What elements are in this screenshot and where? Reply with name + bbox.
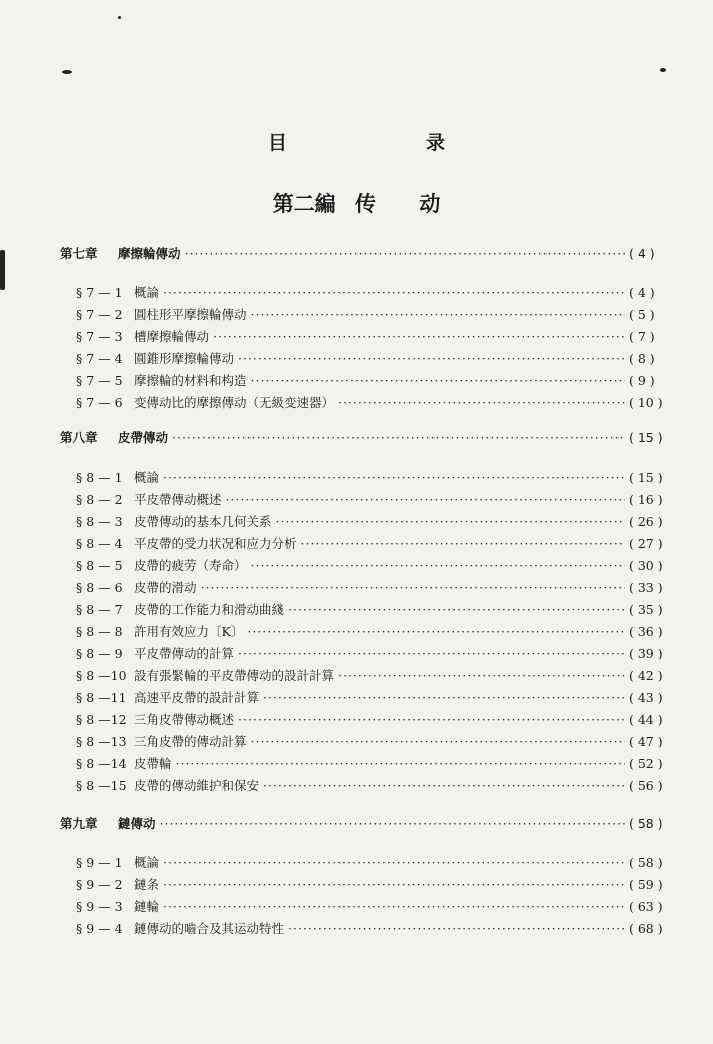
toc-section-entry bbox=[76, 371, 675, 389]
dot-leader bbox=[238, 351, 625, 366]
toc-section-entry bbox=[76, 349, 675, 367]
toc-section-entry bbox=[76, 754, 675, 772]
entry-page-number: ( 68 ) bbox=[629, 921, 663, 936]
toc-section-entry bbox=[76, 732, 675, 750]
dot-leader bbox=[247, 624, 625, 639]
entry-title: 三角皮帶傳动概述 bbox=[134, 712, 235, 727]
toc-chapter-entry bbox=[60, 814, 675, 832]
entry-title: 概論 bbox=[134, 470, 160, 485]
entry-title: 皮帶的傳动維护和保安 bbox=[134, 778, 260, 793]
entry-number: § 8 — 9 bbox=[76, 646, 123, 661]
dot-leader bbox=[163, 899, 625, 914]
entry-title: 圓錐形摩擦輪傳动 bbox=[134, 351, 235, 366]
dot-leader bbox=[238, 646, 625, 661]
toc-section-entry bbox=[76, 556, 675, 574]
entry-title: 皮帶的滑动 bbox=[134, 580, 197, 595]
entry-page-number: ( 33 ) bbox=[629, 580, 663, 595]
entry-page-number: ( 30 ) bbox=[629, 558, 663, 573]
toc-section-entry bbox=[76, 776, 675, 794]
entry-page-number: ( 16 ) bbox=[629, 492, 663, 507]
entry-title: 槽摩擦輪傳动 bbox=[134, 329, 210, 344]
entry-page-number: ( 10 ) bbox=[629, 395, 663, 410]
entry-page-number: ( 9 ) bbox=[629, 373, 655, 388]
dot-leader bbox=[213, 329, 625, 344]
entry-page-number: ( 5 ) bbox=[629, 307, 655, 322]
entry-page-number: ( 43 ) bbox=[629, 690, 663, 705]
entry-number: § 8 — 4 bbox=[76, 536, 123, 551]
entry-number: § 7 — 5 bbox=[76, 373, 123, 388]
entry-page-number: ( 15 ) bbox=[629, 470, 663, 485]
toc-section-entry bbox=[76, 600, 675, 618]
dot-leader bbox=[163, 855, 625, 870]
dot-leader bbox=[251, 373, 625, 388]
entry-title: 設有張緊輪的平皮帶傳动的設計計算 bbox=[134, 668, 335, 683]
entry-number: 第七章 bbox=[60, 246, 98, 261]
toc-section-entry bbox=[76, 919, 675, 937]
entry-number: § 7 — 1 bbox=[76, 285, 123, 300]
entry-number: § 8 —13 bbox=[76, 734, 127, 749]
entry-number: § 8 — 8 bbox=[76, 624, 123, 639]
toc-section-entry bbox=[76, 622, 675, 640]
entry-page-number: ( 35 ) bbox=[629, 602, 663, 617]
entry-title: 变傳动比的摩擦傳动（无級变速器） bbox=[134, 395, 335, 410]
toc-section-entry bbox=[76, 283, 675, 301]
dot-leader bbox=[163, 877, 625, 892]
entry-page-number: ( 42 ) bbox=[629, 668, 663, 683]
entry-number: § 8 —12 bbox=[76, 712, 127, 727]
entry-title: 皮帶的疲劳（寿命） bbox=[134, 558, 247, 573]
entry-title: 圓柱形平摩擦輪傳动 bbox=[134, 307, 247, 322]
entry-page-number: ( 8 ) bbox=[629, 351, 655, 366]
entry-title: 皮帶輪 bbox=[134, 756, 172, 771]
entry-number: 第八章 bbox=[60, 430, 98, 445]
entry-title: 鏈傳动 bbox=[118, 816, 156, 831]
print-speck bbox=[0, 250, 5, 290]
dot-leader bbox=[251, 558, 625, 573]
entry-number: § 9 — 4 bbox=[76, 921, 123, 936]
entry-page-number: ( 58 ) bbox=[629, 816, 663, 831]
toc-section-entry bbox=[76, 853, 675, 871]
dot-leader bbox=[263, 690, 625, 705]
entry-title: 三角皮帶的傳动計算 bbox=[134, 734, 247, 749]
entry-title: 鏈傳动的嚙合及其运动特性 bbox=[134, 921, 285, 936]
entry-page-number: ( 4 ) bbox=[629, 285, 655, 300]
dot-leader bbox=[163, 285, 625, 300]
toc-section-entry bbox=[76, 688, 675, 706]
entry-page-number: ( 15 ) bbox=[629, 430, 663, 445]
toc-section-entry bbox=[76, 534, 675, 552]
toc-section-entry bbox=[76, 305, 675, 323]
toc-section-entry bbox=[76, 468, 675, 486]
entry-page-number: ( 26 ) bbox=[629, 514, 663, 529]
part-name: 传 bbox=[355, 192, 376, 216]
entry-page-number: ( 58 ) bbox=[629, 855, 663, 870]
toc-section-entry bbox=[76, 512, 675, 530]
entry-title: 鏈輪 bbox=[134, 899, 160, 914]
entry-title: 皮帶傳动的基本几何关系 bbox=[134, 514, 272, 529]
entry-number: § 8 —15 bbox=[76, 778, 127, 793]
entry-page-number: ( 47 ) bbox=[629, 734, 663, 749]
dot-leader bbox=[301, 536, 625, 551]
entry-title: 皮帶傳动 bbox=[118, 430, 169, 445]
dot-leader bbox=[163, 470, 625, 485]
entry-page-number: ( 36 ) bbox=[629, 624, 663, 639]
entry-number: § 8 — 5 bbox=[76, 558, 123, 573]
dot-leader bbox=[288, 921, 625, 936]
dot-leader bbox=[263, 778, 625, 793]
entry-page-number: ( 63 ) bbox=[629, 899, 663, 914]
entry-page-number: ( 27 ) bbox=[629, 536, 663, 551]
dot-leader bbox=[160, 816, 625, 831]
entry-number: § 8 — 3 bbox=[76, 514, 123, 529]
entry-title: 皮帶的工作能力和滑动曲綫 bbox=[134, 602, 285, 617]
entry-title: 摩擦輪傳动 bbox=[118, 246, 181, 261]
toc-section-entry bbox=[76, 666, 675, 684]
entry-number: § 8 — 2 bbox=[76, 492, 123, 507]
print-speck bbox=[118, 16, 121, 19]
entry-number: § 8 —14 bbox=[76, 756, 127, 771]
entry-number: § 7 — 3 bbox=[76, 329, 123, 344]
entry-page-number: ( 39 ) bbox=[629, 646, 663, 661]
toc-chapter-entry bbox=[60, 244, 675, 262]
print-speck bbox=[62, 70, 72, 74]
dot-leader bbox=[251, 734, 625, 749]
entry-title: 概論 bbox=[134, 855, 160, 870]
entry-page-number: ( 59 ) bbox=[629, 877, 663, 892]
entry-number: § 7 — 4 bbox=[76, 351, 123, 366]
dot-leader bbox=[226, 492, 625, 507]
dot-leader bbox=[338, 668, 625, 683]
dot-leader bbox=[288, 602, 625, 617]
entry-page-number: ( 4 ) bbox=[629, 246, 655, 261]
entry-number: 第九章 bbox=[60, 816, 98, 831]
dot-leader bbox=[172, 430, 625, 445]
entry-number: § 9 — 2 bbox=[76, 877, 123, 892]
toc-section-entry bbox=[76, 578, 675, 596]
entry-title: 摩擦輪的材料和构造 bbox=[134, 373, 247, 388]
entry-title: 鏈条 bbox=[134, 877, 160, 892]
part-label: 第二編 bbox=[272, 192, 336, 216]
toc-section-entry bbox=[76, 644, 675, 662]
entry-page-number: ( 52 ) bbox=[629, 756, 663, 771]
entry-title: 許用有效应力〔K〕 bbox=[134, 624, 244, 639]
entry-number: § 9 — 3 bbox=[76, 899, 123, 914]
toc-section-entry bbox=[76, 875, 675, 893]
page-title: 目 录 bbox=[267, 132, 505, 154]
toc-section-entry bbox=[76, 490, 675, 508]
entry-page-number: ( 56 ) bbox=[629, 778, 663, 793]
entry-number: § 8 — 7 bbox=[76, 602, 123, 617]
part-name-2: 动 bbox=[419, 192, 441, 216]
entry-title: 高速平皮帶的設計計算 bbox=[134, 690, 260, 705]
entry-page-number: ( 44 ) bbox=[629, 712, 663, 727]
entry-number: § 9 — 1 bbox=[76, 855, 123, 870]
entry-number: § 8 —11 bbox=[76, 690, 127, 705]
dot-leader bbox=[338, 395, 625, 410]
toc-section-entry bbox=[76, 710, 675, 728]
toc-chapter-entry bbox=[60, 428, 675, 446]
entry-title: 平皮帶傳动概述 bbox=[134, 492, 222, 507]
entry-number: § 7 — 2 bbox=[76, 307, 123, 322]
dot-leader bbox=[251, 307, 625, 322]
dot-leader bbox=[201, 580, 625, 595]
entry-number: § 8 —10 bbox=[76, 668, 127, 683]
toc-section-entry bbox=[76, 393, 675, 411]
print-speck bbox=[660, 68, 666, 72]
dot-leader bbox=[238, 712, 625, 727]
toc-section-entry bbox=[76, 897, 675, 915]
entry-title: 平皮帶傳动的計算 bbox=[134, 646, 235, 661]
entry-page-number: ( 7 ) bbox=[629, 329, 655, 344]
entry-number: § 8 — 6 bbox=[76, 580, 123, 595]
entry-title: 概論 bbox=[134, 285, 160, 300]
dot-leader bbox=[276, 514, 625, 529]
entry-title: 平皮帶的受力状况和应力分析 bbox=[134, 536, 297, 551]
toc-section-entry bbox=[76, 327, 675, 345]
entry-number: § 8 — 1 bbox=[76, 470, 123, 485]
entry-number: § 7 — 6 bbox=[76, 395, 123, 410]
dot-leader bbox=[185, 246, 625, 261]
dot-leader bbox=[176, 756, 625, 771]
